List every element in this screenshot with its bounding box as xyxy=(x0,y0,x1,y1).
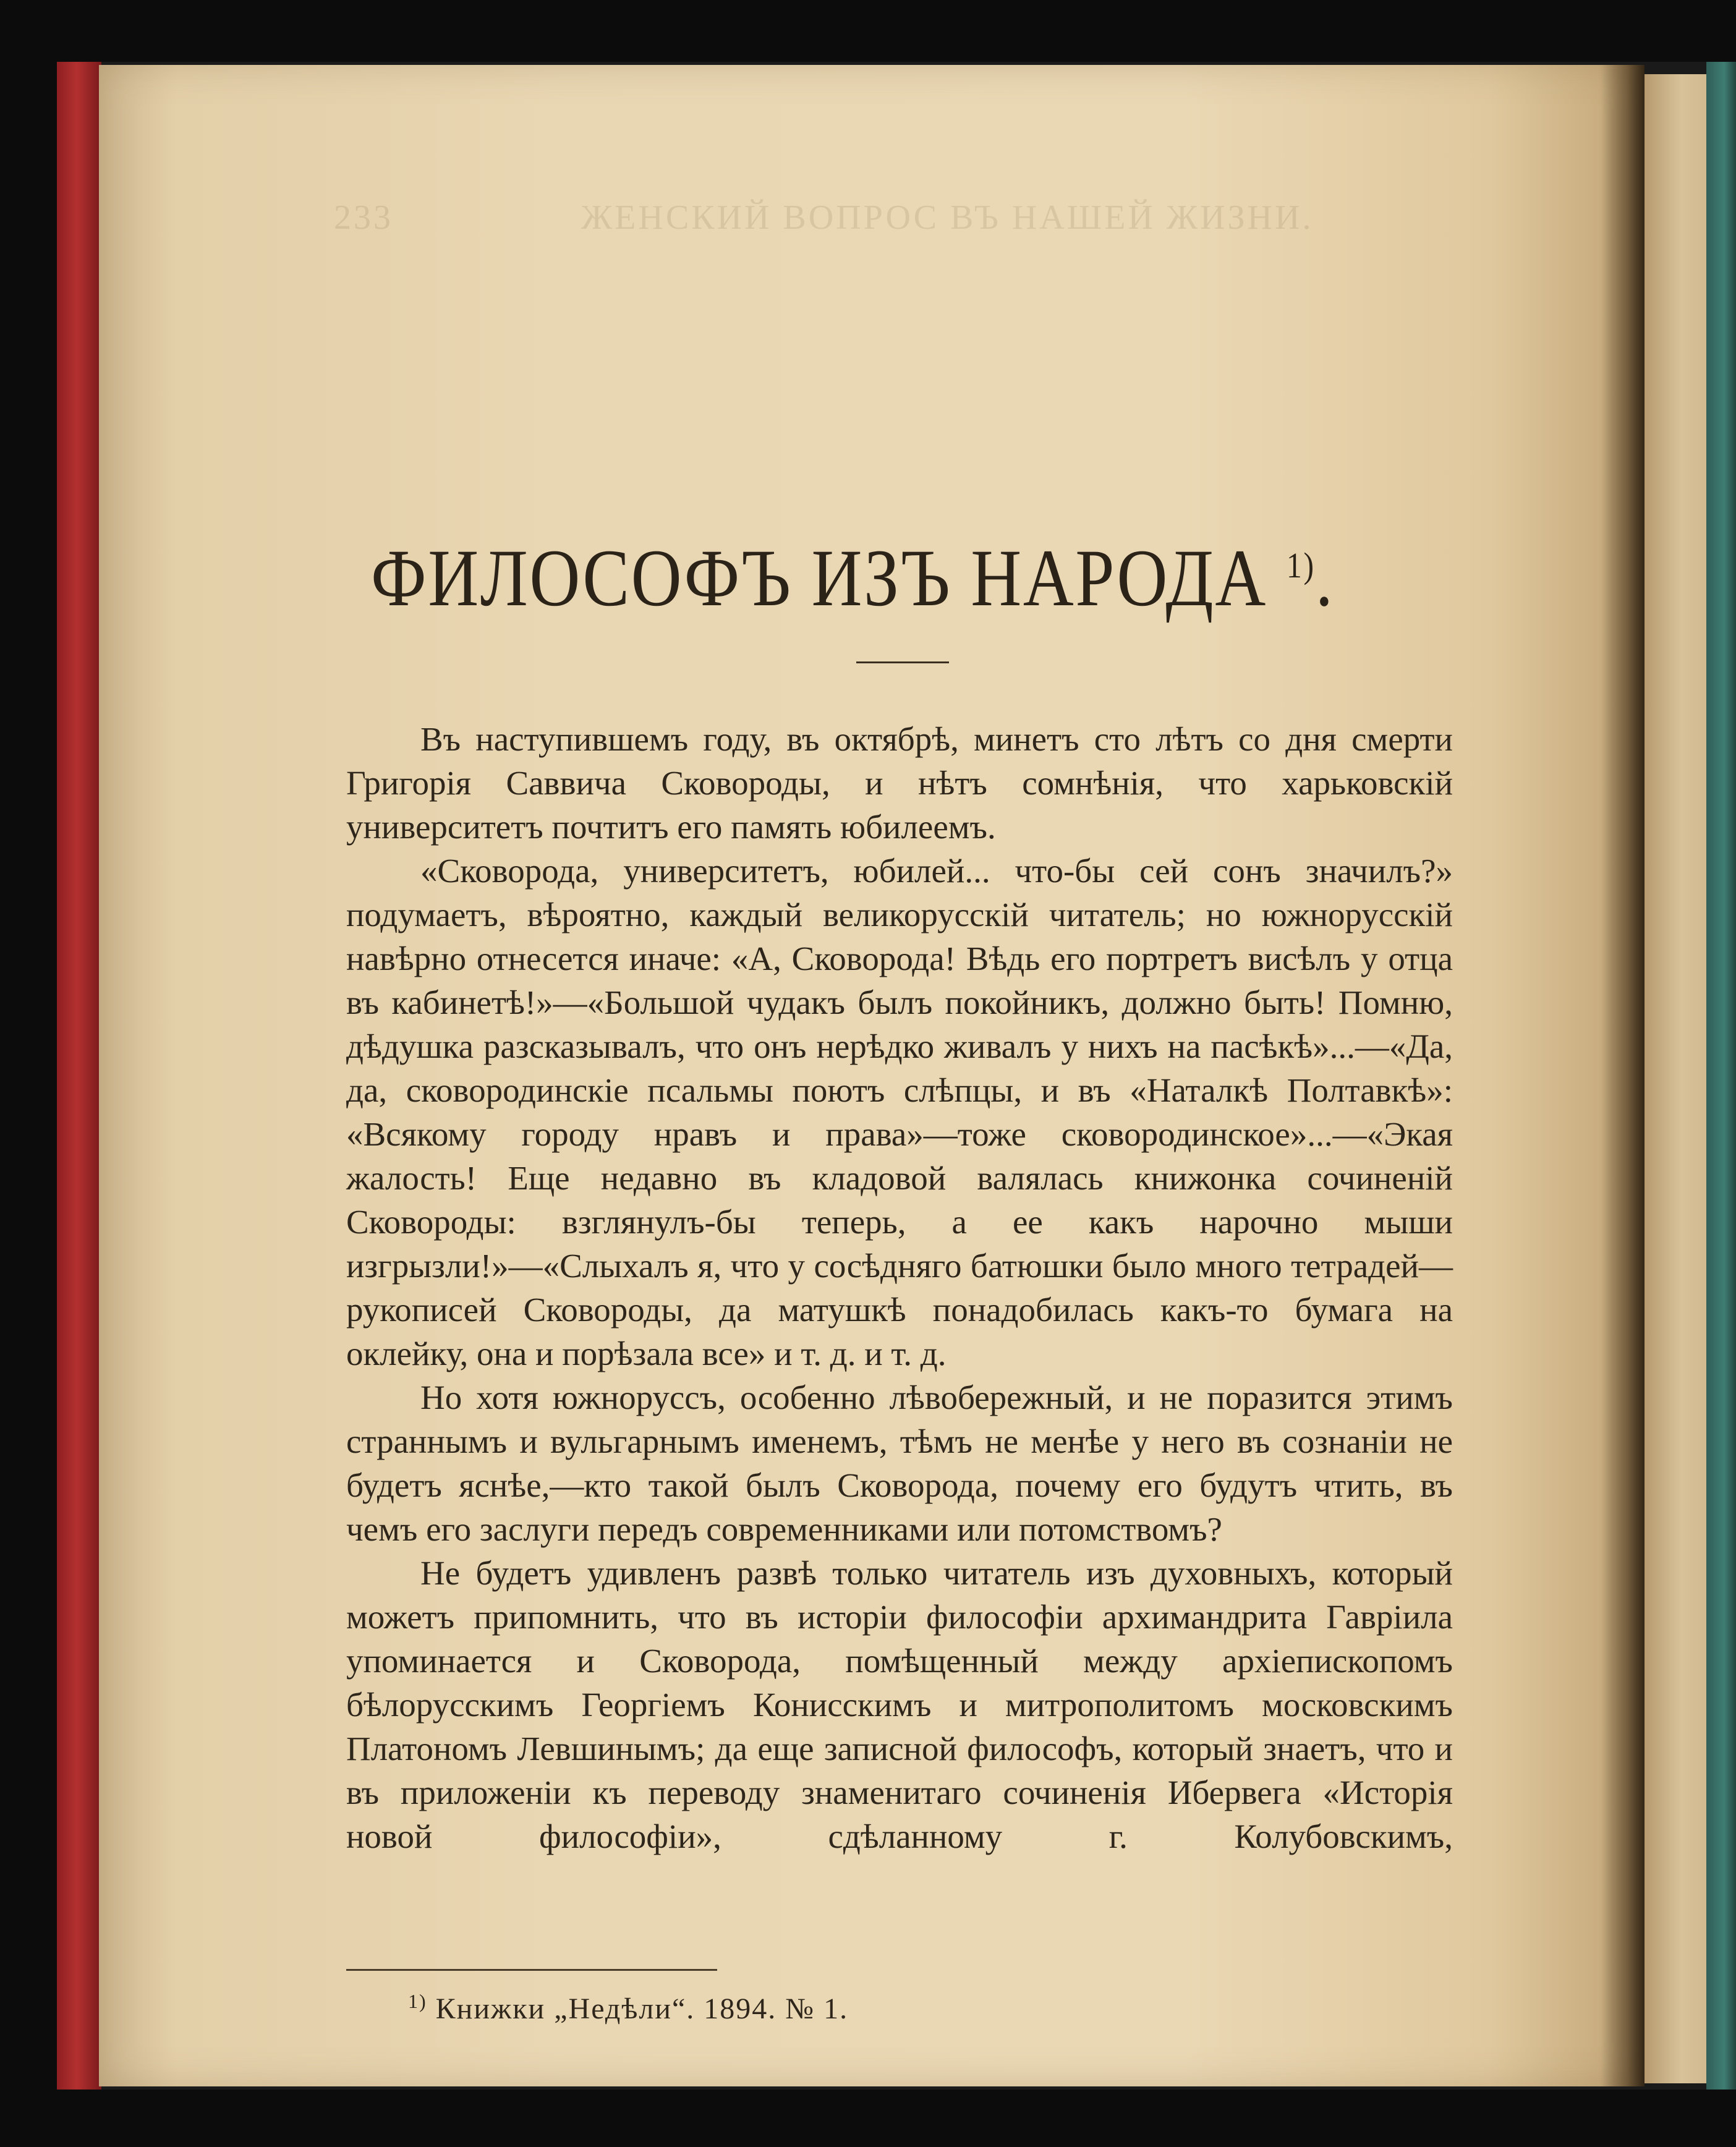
paragraph-2: «Сковорода, университетъ, юбилей... что-бы сей сонъ значилъ?» подумаетъ, вѣроятно, каждый великорусскій читатель; но южнорусскій навѣрно отнесется иначе: «А, Сковорода! Вѣдь его портретъ висѣлъ у отца въ кабинетѣ!»—«Большой чудакъ былъ покойникъ, должно быть! Помню, дѣдушка разсказывалъ, что онъ нерѣдко живалъ у нихъ на пасѣкѣ»...—«Да, да, сковородинскіе псальмы поютъ слѣпцы, и въ «Наталкѣ Полтавкѣ»: «Всякому городу нравъ и права»—тоже сковородинское»...—«Экая жалость! Еще недавно въ кладовой валялась книжонка сочиненій Сковороды: взглянулъ-бы теперь, а ее какъ нарочно мыши изгрызли!»—«Слыхалъ я, что у сосѣдняго батюшки было много тетрадей—рукописей Сковороды, да матушкѣ понадобилась какъ-то бумага на оклейку, она и порѣзала все» и т. д. и т. д. xyxy=(346,852,1453,1372)
page-gutter-shadow xyxy=(1601,65,1645,2086)
article-body xyxy=(346,717,1453,1858)
paragraph-3: Но хотя южноруссъ, особенно лѣвобережный, и не поразится этимъ страннымъ и вульгарнымъ именемъ, тѣмъ не менѣе у него въ сознаніи не будетъ яснѣе,—кто такой былъ Сковорода, почему его будутъ чтить, въ чемъ его заслуги передъ современниками или потомствомъ? xyxy=(346,1379,1453,1548)
footnote-mark: 1) xyxy=(408,1990,427,2012)
article-title xyxy=(371,532,1335,624)
article-title-end: . xyxy=(1315,532,1335,623)
book-cover-edge xyxy=(57,62,101,2090)
bleed-through-page-number: 233 xyxy=(334,198,393,237)
footnote-divider xyxy=(346,1969,717,1971)
title-divider xyxy=(856,661,949,663)
paragraph-1: Въ наступившемъ году, въ октябрѣ, минетъ сто лѣтъ со дня смерти Григорія Саввича Сковороды, и нѣтъ сомнѣнія, что харьковскій университетъ почтитъ его память юбилеемъ. xyxy=(346,720,1453,846)
paragraph-4: Не будетъ удивленъ развѣ только читатель изъ духовныхъ, который можетъ припомнить, что въ исторіи философіи архимандрита Гавріила упоминается и Сковорода, помѣщенный между архіепископомъ бѣлорусскимъ Георгіемъ Конисскимъ и митрополитомъ московскимъ Платономъ Левшинымъ; да еще записной философъ, который знаетъ, что и въ приложеніи къ переводу знаменитаго сочиненія Ибервега «Исторія новой философіи», сдѣланному г. Колубовскимъ, xyxy=(346,1554,1453,1855)
bleed-through-running-title: ЖЕНСКИЙ ВОПРОС ВЪ НАШЕЙ ЖИЗНИ. xyxy=(581,198,1314,237)
footnote xyxy=(408,1991,1335,2028)
title-footnote-ref: 1) xyxy=(1286,545,1316,585)
footnote-text: Книжки „Недѣли“. 1894. № 1. xyxy=(435,1992,849,2025)
book-cover-right-edge xyxy=(1706,62,1736,2090)
article-title-text: ФИЛОСОФЪ ИЗЪ НАРОДА xyxy=(371,532,1267,623)
